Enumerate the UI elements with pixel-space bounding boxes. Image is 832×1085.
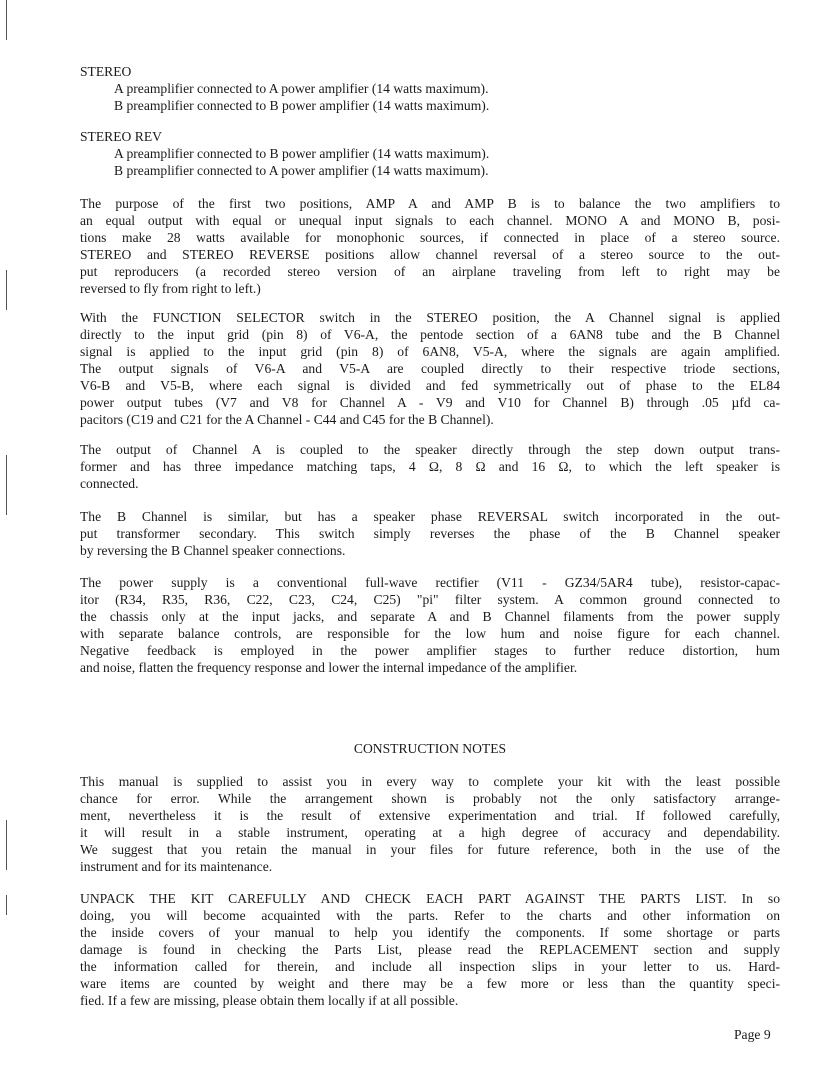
text-line: put reproducers (a recorded stereo version of an airplane traveling from left to right may be	[80, 264, 780, 279]
text-line: former and has three impedance matching taps, 4 Ω, 8 Ω and 16 Ω, to which the left speaker is	[80, 459, 780, 474]
text-line: reversed to fly from right to left.)	[80, 281, 261, 296]
paragraph-unpack-kit	[80, 890, 780, 1009]
text-line: ment, nevertheless it is the result of extensive experimentation and trial. If followed carefully,	[80, 808, 780, 823]
text-line: The power supply is a conventional full-wave rectifier (V11 - GZ34/5AR4 tube), resistor-capac-	[80, 575, 780, 590]
paragraph-manual-intro	[80, 773, 780, 875]
text-line: ware items are counted by weight and there may be a few more or less than the quantity speci-	[80, 976, 780, 991]
text-line: by reversing the B Channel speaker connections.	[80, 543, 346, 558]
text-line: the inside covers of your manual to help you identify the components. If some shortage or parts	[80, 925, 780, 940]
stereo-rev-line: A preamplifier connected to B power amplifier (14 watts maximum).	[114, 146, 490, 161]
text-line: V6-B and V5-B, where each signal is divided and fed symmetrically out of phase to the EL84	[80, 378, 780, 393]
text-line: UNPACK THE KIT CAREFULLY AND CHECK EACH PART AGAINST THE PARTS LIST. In so	[80, 891, 780, 906]
text-line: chance for error. While the arrangement shown is probably not the only satisfactory arrange-	[80, 791, 780, 806]
text-line: directly to the input grid (pin 8) of V6-A, the pentode section of a 6AN8 tube and the B Channel	[80, 327, 780, 342]
text-line: pacitors (C19 and C21 for the A Channel - C44 and C45 for the B Channel).	[80, 412, 494, 427]
text-line: connected.	[80, 476, 139, 491]
text-line: Negative feedback is employed in the power amplifier stages to further reduce distortion, hum	[80, 643, 780, 658]
stereo-section	[80, 63, 780, 114]
text-line: the information called for therein, and include all inspection slips in your letter to us. Hard-	[80, 959, 780, 974]
page-number: Page 9	[734, 1027, 771, 1042]
text-line: This manual is supplied to assist you in every way to complete your kit with the least possible	[80, 774, 780, 789]
text-line: tions make 28 watts available for monophonic sources, if connected in place of a stereo source.	[80, 230, 780, 245]
text-line: an equal output with equal or unequal input signals to each channel. MONO A and MONO B, posi-	[80, 213, 780, 228]
stereo-line: A preamplifier connected to A power amplifier (14 watts maximum).	[114, 81, 489, 96]
text-line: With the FUNCTION SELECTOR switch in the STEREO position, the A Channel signal is applied	[80, 310, 780, 325]
stereo-rev-line: B preamplifier connected to A power amplifier (14 watts maximum).	[114, 163, 489, 178]
paragraph-function-positions	[80, 195, 780, 297]
paragraph-channel-a-output	[80, 441, 780, 492]
text-line: instrument and for its maintenance.	[80, 859, 273, 874]
text-line: fied. If a few are missing, please obtain them locally if at all possible.	[80, 993, 459, 1008]
stereo-rev-heading: STEREO REV	[80, 129, 162, 144]
text-line: signal is applied to the input grid (pin 8) of 6AN8, V5-A, where the signals are again amplified.	[80, 344, 780, 359]
text-line: doing, you will become acquainted with the parts. Refer to the charts and other information on	[80, 908, 780, 923]
text-line: STEREO and STEREO REVERSE positions allow channel reversal of a stereo source to the out-	[80, 247, 780, 262]
text-line: damage is found in checking the Parts List, please read the REPLACEMENT section and supply	[80, 942, 780, 957]
text-line: itor (R34, R35, R36, C22, C23, C24, C25) "pi" filter system. A common ground connected to	[80, 592, 780, 607]
text-line: the chassis only at the input jacks, and separate A and B Channel filaments from the power supply	[80, 609, 780, 624]
scan-edge-mark	[6, 0, 7, 40]
stereo-line: B preamplifier connected to B power amplifier (14 watts maximum).	[114, 98, 490, 113]
text-line: put transformer secondary. This switch simply reverses the phase of the B Channel speaker	[80, 526, 780, 541]
text-line: with separate balance controls, are responsible for the low hum and noise figure for each channel.	[80, 626, 780, 641]
text-line: power output tubes (V7 and V8 for Channel A - V9 and V10 for Channel B) through .05 µfd ca-	[80, 395, 780, 410]
text-line: The B Channel is similar, but has a speaker phase REVERSAL switch incorporated in the out-	[80, 509, 780, 524]
stereo-heading: STEREO	[80, 64, 132, 79]
text-line: it will result in a stable instrument, operating at a high degree of accuracy and dependability.	[80, 825, 780, 840]
text-line: The output signals of V6-A and V5-A are coupled directly to their respective triode sections,	[80, 361, 780, 376]
text-line: and noise, flatten the frequency response and lower the internal impedance of the amplifier.	[80, 660, 578, 675]
paragraph-channel-b	[80, 508, 780, 559]
scan-edge-mark	[6, 895, 7, 915]
text-line: The purpose of the first two positions, AMP A and AMP B is to balance the two amplifiers to	[80, 196, 780, 211]
scan-edge-mark	[6, 820, 7, 870]
text-line: The output of Channel A is coupled to the speaker directly through the step down output trans-	[80, 442, 780, 457]
scan-edge-mark	[6, 455, 7, 515]
text-line: We suggest that you retain the manual in your files for future reference, both in the use of the	[80, 842, 780, 857]
stereo-rev-section	[80, 128, 780, 179]
paragraph-signal-path	[80, 309, 780, 428]
paragraph-power-supply	[80, 574, 780, 676]
scan-edge-mark	[6, 270, 7, 310]
construction-notes-heading: CONSTRUCTION NOTES	[353, 741, 507, 756]
